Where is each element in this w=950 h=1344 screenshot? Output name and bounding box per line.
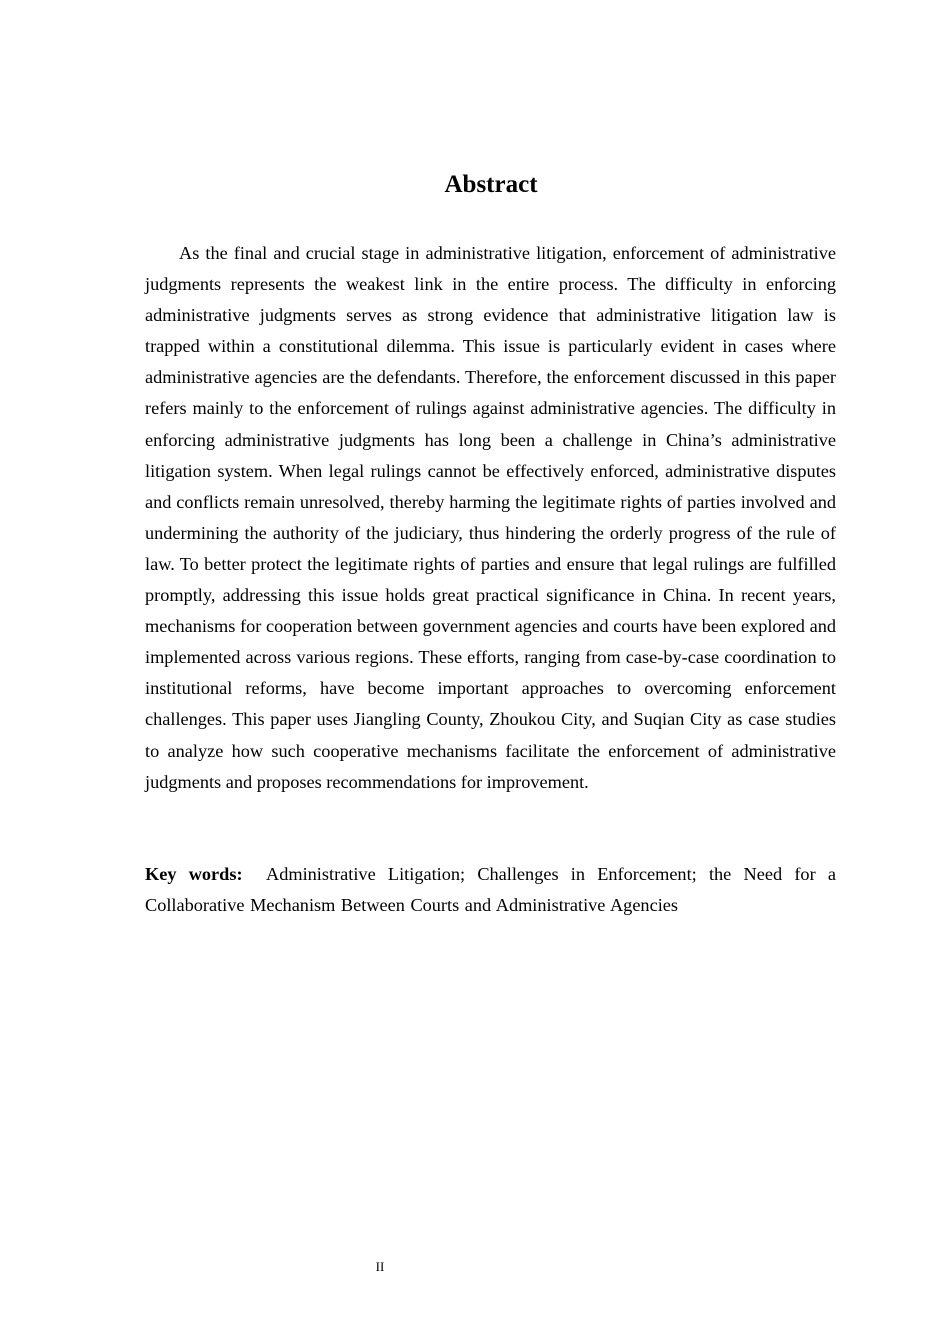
- abstract-title: Abstract: [444, 171, 538, 198]
- keywords-paragraph: [145, 859, 836, 921]
- abstract-body: As the final and crucial stage in administrative litigation, enforcement of administrative judgments represents the weakest link in the entire process. The difficulty in enforcing administrative judgments serves as strong evidence that administrative litigation law is trapped within a constitutional dilemma. This issue is particularly evident in cases where administrative agencies are the defendants. Therefore, the enforcement discussed in this paper refers mainly to the enforcement of rulings against administrative agencies. The difficulty in enforcing administrative judgments has long been a challenge in China’s administrative litigation system. When legal rulings cannot be effectively enforced, administrative disputes and conflicts remain unresolved, thereby harming the legitimate rights of parties involved and undermining the authority of the judiciary, thus hindering the orderly progress of the rule of law. To better protect the legitimate rights of parties and ensure that legal rulings are fulfilled promptly, addressing this issue holds great practical significance in China. In recent years, mechanisms for cooperation between government agencies and courts have been explored and implemented across various regions. These efforts, ranging from case-by-case coordination to institutional reforms, have become important approaches to overcoming enforcement challenges. This paper uses Jiangling County, Zhoukou City, and Suqian City as case studies to analyze how such cooperative mechanisms facilitate the enforcement of administrative judgments and proposes recommendations for improvement.: [145, 243, 836, 792]
- keywords-text: Administrative Litigation; Challenges in Enforcement; the Need for a Collaborative Mechanism Between Courts and Administrative Agencies: [145, 864, 837, 916]
- keywords-label: Key words:: [145, 864, 243, 884]
- page-number: II: [375, 1259, 385, 1274]
